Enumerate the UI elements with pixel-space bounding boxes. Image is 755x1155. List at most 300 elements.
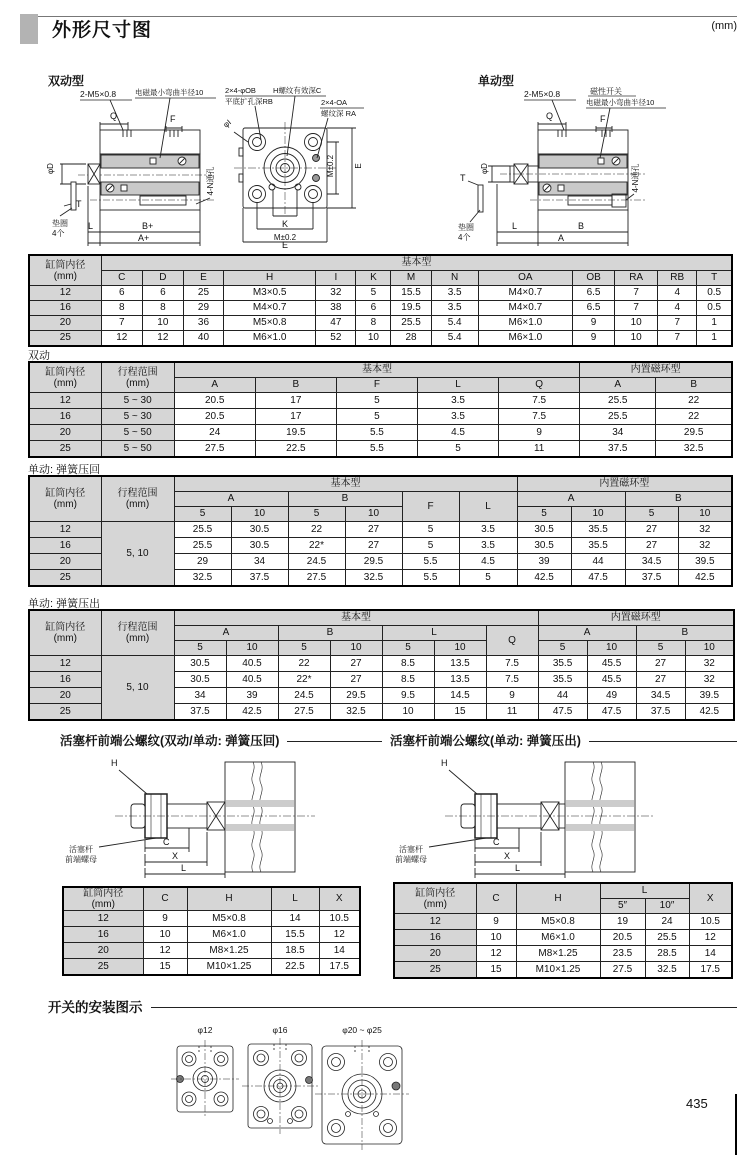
data-cell: 40 [183,331,223,347]
row-header-cell: 20 [29,316,101,331]
dim-t: T [76,199,82,209]
data-cell: 19.5 [255,425,336,441]
data-cell: 42.5 [517,570,571,587]
bore-header: 缸筒内径 (mm) [29,476,101,522]
table-header-row [29,476,732,492]
data-cell: 15 [476,962,516,979]
data-cell: 32.5 [174,570,231,587]
stroke-sub-header: 5 [538,641,587,656]
data-cell: 0.5 [697,301,732,316]
dim-l: L [181,863,187,873]
stroke-range-cell: 5, 10 [101,656,174,721]
row-header-cell: 12 [29,656,101,672]
stroke-sub-header: 10 [345,507,402,522]
row-header-cell: 16 [394,930,476,946]
data-cell: 14 [319,943,360,959]
data-cell: 22 [656,393,732,409]
dim-l: L [512,221,518,231]
col-header: A [174,626,278,641]
data-cell: 10 [476,930,516,946]
data-cell: 27.5 [288,570,345,587]
data-cell: 37.5 [174,704,226,721]
switch-mounting-heading [48,996,737,1016]
stroke-header: 行程范围 (mm) [101,610,174,656]
data-cell: 27 [330,672,382,688]
col-header: F [336,378,417,393]
data-cell: 52 [316,331,356,347]
row-header-cell: 25 [29,570,101,587]
data-cell: 8.5 [382,656,434,672]
stroke-sub-header: 10 [587,641,636,656]
table-row [29,286,732,301]
stroke-sub-header: 10″ [645,899,689,914]
data-cell: 32 [678,538,732,554]
data-cell: 20.5 [174,393,255,409]
top-plate [100,130,200,154]
row-header-cell: 25 [29,331,101,347]
col-header: H [187,887,271,911]
data-cell: 39.5 [685,688,734,704]
data-cell: M4×0.7 [224,301,316,316]
data-cell: 32 [685,672,734,688]
data-cell: 30.5 [174,656,226,672]
basic-type-header: 基本型 [174,362,580,378]
data-cell: 5 [336,393,417,409]
data-cell: 29.5 [330,688,382,704]
dim-c: C [493,837,500,847]
rod-thread-extend-drawing [385,750,705,882]
data-cell: M6×1.0 [516,930,600,946]
data-cell: 37.5 [636,704,685,721]
col-header: L [271,887,319,911]
col-header: A [517,492,625,507]
col-header: M [391,271,431,286]
data-cell: 5 [356,286,391,301]
data-cell: 10 [615,331,658,347]
data-cell: 19.5 [391,301,431,316]
data-cell: 13.5 [434,656,486,672]
data-cell: 39 [517,554,571,570]
stroke-sub-header: 5 [517,507,571,522]
col-header: L [417,378,498,393]
basic-type-header: 基本型 [174,610,538,626]
data-cell: 10 [615,316,658,331]
data-cell: 27 [345,538,402,554]
data-cell: 22* [278,672,330,688]
table-row [29,409,732,425]
col-header: A [580,378,656,393]
basic-type-header: 基本型 [174,476,517,492]
data-cell: 5 [417,441,498,458]
col-header: I [316,271,356,286]
col-header: A [174,378,255,393]
data-cell: 8.5 [382,672,434,688]
data-cell: 24.5 [288,554,345,570]
dim-f: F [600,114,606,124]
data-cell: 4 [658,286,697,301]
dim-x: X [172,851,179,861]
data-cell: 7.5 [499,409,580,425]
data-cell: 39.5 [678,554,732,570]
data-cell: 5 [402,522,459,538]
data-cell: 25.5 [391,316,431,331]
data-cell: 27 [330,656,382,672]
data-cell: 23.5 [600,946,645,962]
data-cell: 7.5 [499,393,580,409]
data-cell: 3.5 [431,286,478,301]
data-cell: 32 [316,286,356,301]
table-row [394,914,732,930]
data-cell: 7 [658,316,697,331]
stroke-sub-header: 5 [288,507,345,522]
row-header-cell: 12 [394,914,476,930]
bore-header: 缸筒内径 (mm) [29,362,101,393]
row-header-cell: 12 [63,911,143,927]
data-cell: 17.5 [319,959,360,976]
dim-e-bottom: E [281,240,289,248]
stroke-sub-header: 5 [636,641,685,656]
data-cell: 24.5 [278,688,330,704]
basic-type-header: 基本型 [101,255,732,271]
data-cell: 1 [697,331,732,347]
stroke-sub-header: 10 [226,641,278,656]
data-cell: 4.5 [417,425,498,441]
data-cell: 20.5 [174,409,255,425]
col-header: Q [499,378,580,393]
data-cell: 12 [689,930,732,946]
col-header: E [183,271,223,286]
oa-label: 2×4-OA [321,98,348,107]
thread-label: 2-M5×0.8 [80,89,117,99]
row-header-cell: 25 [29,441,101,458]
data-cell: 5.5 [336,441,417,458]
data-cell: 9 [143,911,187,927]
col-header: X [319,887,360,911]
washer-qty-label: 4个 [52,229,65,238]
data-cell: 22.5 [255,441,336,458]
magnet-type-header: 内置磁环型 [517,476,732,492]
h-thread-label: H螺纹有效深C [273,86,322,95]
data-cell: 4 [658,301,697,316]
data-cell: M6×1.0 [478,331,572,347]
row-header-cell: 20 [63,943,143,959]
data-cell: 8 [142,301,183,316]
data-cell: 12 [476,946,516,962]
data-cell: 25 [183,286,223,301]
data-cell: 40.5 [226,672,278,688]
size-label-16: φ16 [272,1025,288,1035]
row-header-cell: 16 [29,301,101,316]
data-cell: 19 [600,914,645,930]
col-header: B [625,492,732,507]
data-cell: 3.5 [417,393,498,409]
row-header-cell: 16 [63,927,143,943]
table-row [29,301,732,316]
data-cell: 27.5 [600,962,645,979]
double-acting-section-label: 双动 [28,350,50,362]
data-cell: 30.5 [231,538,288,554]
data-cell: 5.5 [336,425,417,441]
table-row [63,959,360,976]
data-cell: 30.5 [231,522,288,538]
data-cell: 34 [174,688,226,704]
data-cell: 49 [587,688,636,704]
table-row [394,962,732,979]
data-cell: 22 [288,522,345,538]
data-cell: 20.5 [600,930,645,946]
data-cell: 37.5 [625,570,678,587]
data-cell: 32.5 [345,570,402,587]
data-cell: 7.5 [486,656,538,672]
stroke-sub-header: 5 [174,507,231,522]
row-header-cell: 25 [394,962,476,979]
stroke-sub-header: 10 [685,641,734,656]
data-cell: M5×0.8 [224,316,316,331]
heading-rule [287,741,382,742]
dim-n-holes: 4-N通孔 [631,163,640,193]
col-header: F [402,492,459,522]
data-cell: 3.5 [431,301,478,316]
rod-thread-return-drawing [55,750,375,882]
row-header-cell: 16 [29,538,101,554]
data-cell: 10 [356,331,391,347]
data-cell: 38 [316,301,356,316]
col-header: A [174,492,288,507]
data-cell: 14 [689,946,732,962]
data-cell: 27 [636,672,685,688]
data-cell: 7 [615,286,658,301]
page-number: 435 [686,1096,708,1111]
stroke-sub-header: 5 [625,507,678,522]
section-marker [20,14,38,44]
data-cell: 29 [174,554,231,570]
data-cell: 8 [356,316,391,331]
dim-n-holes: 4-N通孔 [206,166,215,196]
data-cell: 7.5 [486,672,538,688]
table-header-row [29,610,734,626]
data-cell: 10.5 [319,911,360,927]
magnet-switch-label: 磁性开关 [590,87,622,96]
single-acting-drawing [440,86,755,248]
data-cell: 5.5 [402,570,459,587]
row-header-cell: 12 [29,286,101,301]
data-cell: 35.5 [538,672,587,688]
data-cell: 11 [499,441,580,458]
dim-b-plus: B+ [142,221,154,231]
table-header-row [29,255,732,271]
data-cell: 5.4 [431,316,478,331]
data-cell: 47.5 [571,570,625,587]
row-header-cell: 20 [394,946,476,962]
data-cell: 24 [174,425,255,441]
data-cell: 11 [486,704,538,721]
data-cell: 9 [572,316,614,331]
data-cell: 24 [645,914,689,930]
row-header-cell: 20 [29,688,101,704]
col-header: B [278,626,382,641]
table-header-row [394,883,732,899]
data-cell: 17 [255,393,336,409]
washer-qty-label: 4个 [458,233,471,242]
dim-a-plus: A+ [138,233,150,243]
washer-label: 垫圈 [458,223,474,232]
data-cell: 3.5 [459,522,517,538]
stroke-range-cell: 5, 10 [101,522,174,587]
data-cell: 12 [319,927,360,943]
rod-thread-return-heading [60,731,382,749]
stroke-sub-header: 10 [571,507,625,522]
table-row [29,522,732,538]
col-header: H [224,271,316,286]
stroke-sub-header: 5 [278,641,330,656]
rod-nut-label: 前端螺母 [65,855,97,864]
data-cell: 6.5 [572,301,614,316]
rod-nut-label: 前端螺母 [395,855,427,864]
piston-rod-label: 活塞杆 [399,845,423,854]
data-cell: 47.5 [538,704,587,721]
data-cell: M5×0.8 [187,911,271,927]
row-header-cell: 16 [29,409,101,425]
data-cell: 10.5 [689,914,732,930]
col-header: B [288,492,402,507]
table-row [29,316,732,331]
dim-m-right: M±0.2 [326,154,335,178]
data-cell: M10×1.25 [516,962,600,979]
data-cell: 47 [316,316,356,331]
heading-text: 开关的安装图示 [48,1000,143,1015]
basic-dimension-table [28,254,733,347]
data-cell: M8×1.25 [187,943,271,959]
magnet-type-header: 内置磁环型 [580,362,732,378]
oa-depth-label: 螺纹深 RA [321,109,357,118]
bore-header: 缸筒内径 (mm) [29,610,101,656]
data-cell: 32 [685,656,734,672]
data-cell: 13.5 [434,672,486,688]
unit-label: (mm) [711,20,737,32]
bore-header: 缸筒内径 (mm) [29,255,101,286]
dim-k: K [281,219,289,229]
row-header-cell: 12 [29,393,101,409]
data-cell: M10×1.25 [187,959,271,976]
data-cell: 27 [636,656,685,672]
data-cell: M6×1.0 [187,927,271,943]
col-header: L [600,883,689,899]
data-cell: 29.5 [345,554,402,570]
bend-radius-label: 电磁最小弯曲半径10 [586,98,655,107]
dim-l: L [88,221,94,231]
cbore-label: 2×4-φOB [225,86,256,95]
dim-h: H [111,758,118,768]
row-header-cell: 20 [29,554,101,570]
size-label-20-25: φ20 ~ φ25 [342,1025,382,1035]
double-acting-drawing [20,86,410,248]
col-header: B [255,378,336,393]
data-cell: 9 [476,914,516,930]
data-cell: 36 [183,316,223,331]
data-cell: 25.5 [580,393,656,409]
data-cell: 32.5 [645,962,689,979]
dim-q: Q [110,111,118,121]
col-header: OB [572,271,614,286]
data-cell: 42.5 [685,704,734,721]
data-cell: 30.5 [517,538,571,554]
dim-x: X [504,851,511,861]
data-cell: 29 [183,301,223,316]
data-cell: 7 [658,331,697,347]
dim-t: T [460,173,466,183]
data-cell: 5 ~ 50 [101,425,174,441]
stroke-sub-header: 5″ [600,899,645,914]
data-cell: 4.5 [459,554,517,570]
col-header: T [697,271,732,286]
size-label-12: φ12 [197,1025,213,1035]
col-header: RB [658,271,697,286]
data-cell: M6×1.0 [224,331,316,347]
data-cell: 44 [571,554,625,570]
heading-rule [589,741,737,742]
col-header: L [382,626,486,641]
data-cell: 15.5 [391,286,431,301]
data-cell: 27.5 [174,441,255,458]
data-cell: 5 ~ 50 [101,441,174,458]
data-cell: 0.5 [697,286,732,301]
heading-rule [151,1007,738,1008]
data-cell: 9 [499,425,580,441]
thread-label: 2-M5×0.8 [524,89,561,99]
dim-q: Q [546,111,554,121]
data-cell: 30.5 [174,672,226,688]
table-row [63,927,360,943]
col-header: C [143,887,187,911]
dim-e-right: E [354,163,363,169]
data-cell: 29.5 [656,425,732,441]
data-cell: 25.5 [174,538,231,554]
stroke-sub-header: 10 [434,641,486,656]
data-cell: 37.5 [231,570,288,587]
double-acting-table [28,361,733,458]
data-cell: 28.5 [645,946,689,962]
stroke-sub-header: 5 [382,641,434,656]
col-header: RA [615,271,658,286]
dim-l: L [515,863,521,873]
stroke-sub-header: 10 [231,507,288,522]
data-cell: 15.5 [271,927,319,943]
spring-return-table [28,475,733,587]
stroke-sub-header: 10 [678,507,732,522]
dim-c: C [163,837,170,847]
page-edge-mark [735,1094,737,1155]
rod-thread-extend-heading [390,731,737,749]
data-cell: 15 [434,704,486,721]
data-cell: 15 [143,959,187,976]
switch-mounting-drawings [165,1020,415,1152]
data-cell: 35.5 [571,522,625,538]
table-row [63,943,360,959]
data-cell: 17.5 [689,962,732,979]
data-cell: 34.5 [636,688,685,704]
data-cell: 9 [572,331,614,347]
data-cell: 10 [143,927,187,943]
data-cell: 45.5 [587,656,636,672]
data-cell: 14 [271,911,319,927]
table-row [29,425,732,441]
data-cell: 6 [101,286,142,301]
table-row [29,393,732,409]
stroke-sub-header: 10 [330,641,382,656]
dim-phii: φI [221,117,233,130]
data-cell: 44 [538,688,587,704]
data-cell: 40.5 [226,656,278,672]
